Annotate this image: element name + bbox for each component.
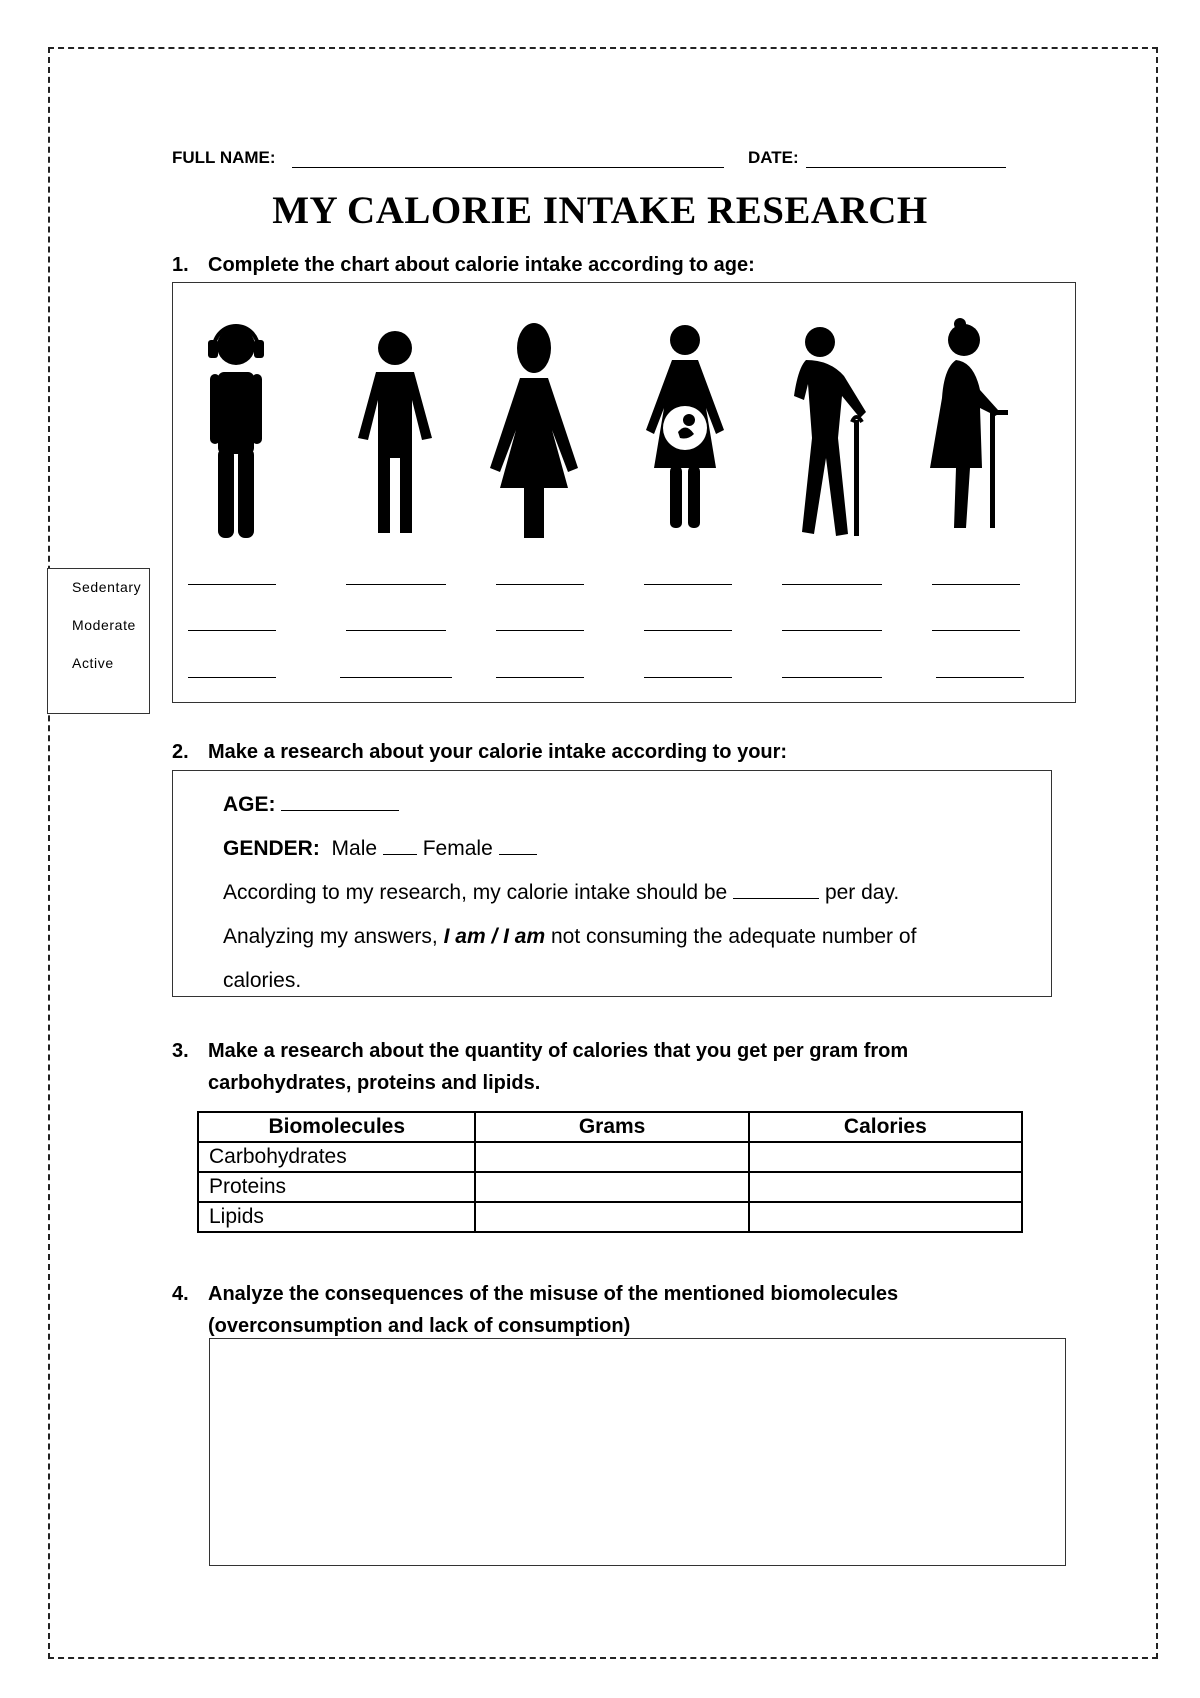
calorie-intake-line [223, 871, 1043, 915]
calorie-intake-field[interactable] [733, 878, 819, 899]
header-biomolecules: Biomolecules [198, 1112, 475, 1142]
question-text: Complete the chart about calorie intake according to age: [208, 254, 755, 276]
answer-blank[interactable] [644, 584, 732, 585]
elderly-woman-with-cane-icon [924, 318, 1014, 548]
analysis-line [223, 915, 1043, 959]
female-label: Female [422, 837, 493, 860]
calories-cell[interactable] [749, 1172, 1022, 1202]
answer-blank[interactable] [340, 677, 452, 678]
teen-with-headphones-icon [196, 318, 276, 548]
question-text-line2: (overconsumption and lack of consumption) [208, 1315, 631, 1337]
full-name-field[interactable] [292, 167, 724, 168]
question-3 [172, 1035, 908, 1099]
question-number: 3. [172, 1040, 189, 1062]
question-text-line1: Analyze the consequences of the misuse of the mentioned biomolecules [208, 1283, 899, 1305]
question-number: 1. [172, 254, 189, 276]
man-icon [350, 318, 440, 548]
calories-cell[interactable] [749, 1142, 1022, 1172]
table-header-row [198, 1112, 1022, 1142]
woman-icon [484, 318, 584, 548]
row-label: Carbohydrates [198, 1142, 475, 1172]
table-row [198, 1202, 1022, 1232]
table-row [198, 1172, 1022, 1202]
answer-blank[interactable] [496, 584, 584, 585]
calories-cell[interactable] [749, 1202, 1022, 1232]
answer-blank[interactable] [346, 630, 446, 631]
page-title: MY CALORIE INTAKE RESEARCH [272, 189, 928, 232]
row-label: Lipids [198, 1202, 475, 1232]
answer-blank[interactable] [188, 677, 276, 678]
pregnant-woman-icon [640, 318, 730, 548]
question-1 [172, 254, 755, 277]
female-field[interactable] [499, 834, 537, 855]
age-line [223, 783, 1043, 827]
header-calories: Calories [749, 1112, 1022, 1142]
legend-sedentary: Sedentary [72, 579, 142, 595]
age-label: AGE: [223, 793, 276, 816]
answer-blank[interactable] [936, 677, 1024, 678]
answer-blank[interactable] [188, 630, 276, 631]
date-label: DATE: [748, 148, 799, 167]
biomolecules-table [197, 1111, 1023, 1233]
age-field[interactable] [281, 790, 399, 811]
answer-blank[interactable] [782, 677, 882, 678]
answer-blank[interactable] [188, 584, 276, 585]
personal-research-text [223, 783, 1043, 997]
answer-blank[interactable] [932, 630, 1020, 631]
sentence1-end: per day. [824, 881, 900, 904]
date-field[interactable] [806, 167, 1006, 168]
answer-blank[interactable] [346, 584, 446, 585]
sentence1-start: According to my research, my calorie intake should be [223, 881, 728, 904]
answer-blank[interactable] [644, 630, 732, 631]
male-field[interactable] [383, 834, 417, 855]
grams-cell[interactable] [475, 1172, 748, 1202]
answer-blank[interactable] [782, 630, 882, 631]
header-grams: Grams [475, 1112, 748, 1142]
question-2 [172, 741, 787, 764]
sentence2-start: Analyzing my answers, [223, 925, 438, 948]
answer-blank[interactable] [644, 677, 732, 678]
answer-blank[interactable] [496, 677, 584, 678]
sentence2-middle: not consuming the adequate number of [550, 925, 917, 948]
question-text-line1: Make a research about the quantity of calories that you get per gram from [208, 1040, 909, 1062]
gender-label: GENDER: [223, 837, 320, 860]
row-label: Proteins [198, 1172, 475, 1202]
grams-cell[interactable] [475, 1142, 748, 1172]
activity-legend [47, 568, 150, 714]
answer-blank[interactable] [496, 630, 584, 631]
elderly-man-with-cane-icon [784, 318, 884, 548]
answer-blank[interactable] [782, 584, 882, 585]
am-am-not-choice[interactable]: I am / I am [443, 925, 546, 948]
legend-active: Active [72, 655, 114, 671]
analysis-answer-box[interactable] [209, 1338, 1066, 1566]
question-text: Make a research about your calorie intake according to your: [208, 741, 788, 763]
personal-research-box [172, 770, 1052, 997]
sentence2-end: calories. [223, 969, 302, 992]
full-name-label: FULL NAME: [172, 148, 276, 167]
question-4 [172, 1278, 898, 1342]
gender-line [223, 827, 1043, 871]
legend-moderate: Moderate [72, 617, 136, 633]
question-text-line2: carbohydrates, proteins and lipids. [208, 1072, 541, 1094]
male-label: Male [331, 837, 378, 860]
answer-blank[interactable] [932, 584, 1020, 585]
question-number: 2. [172, 741, 189, 763]
question-number: 4. [172, 1283, 189, 1305]
table-row [198, 1142, 1022, 1172]
grams-cell[interactable] [475, 1202, 748, 1232]
